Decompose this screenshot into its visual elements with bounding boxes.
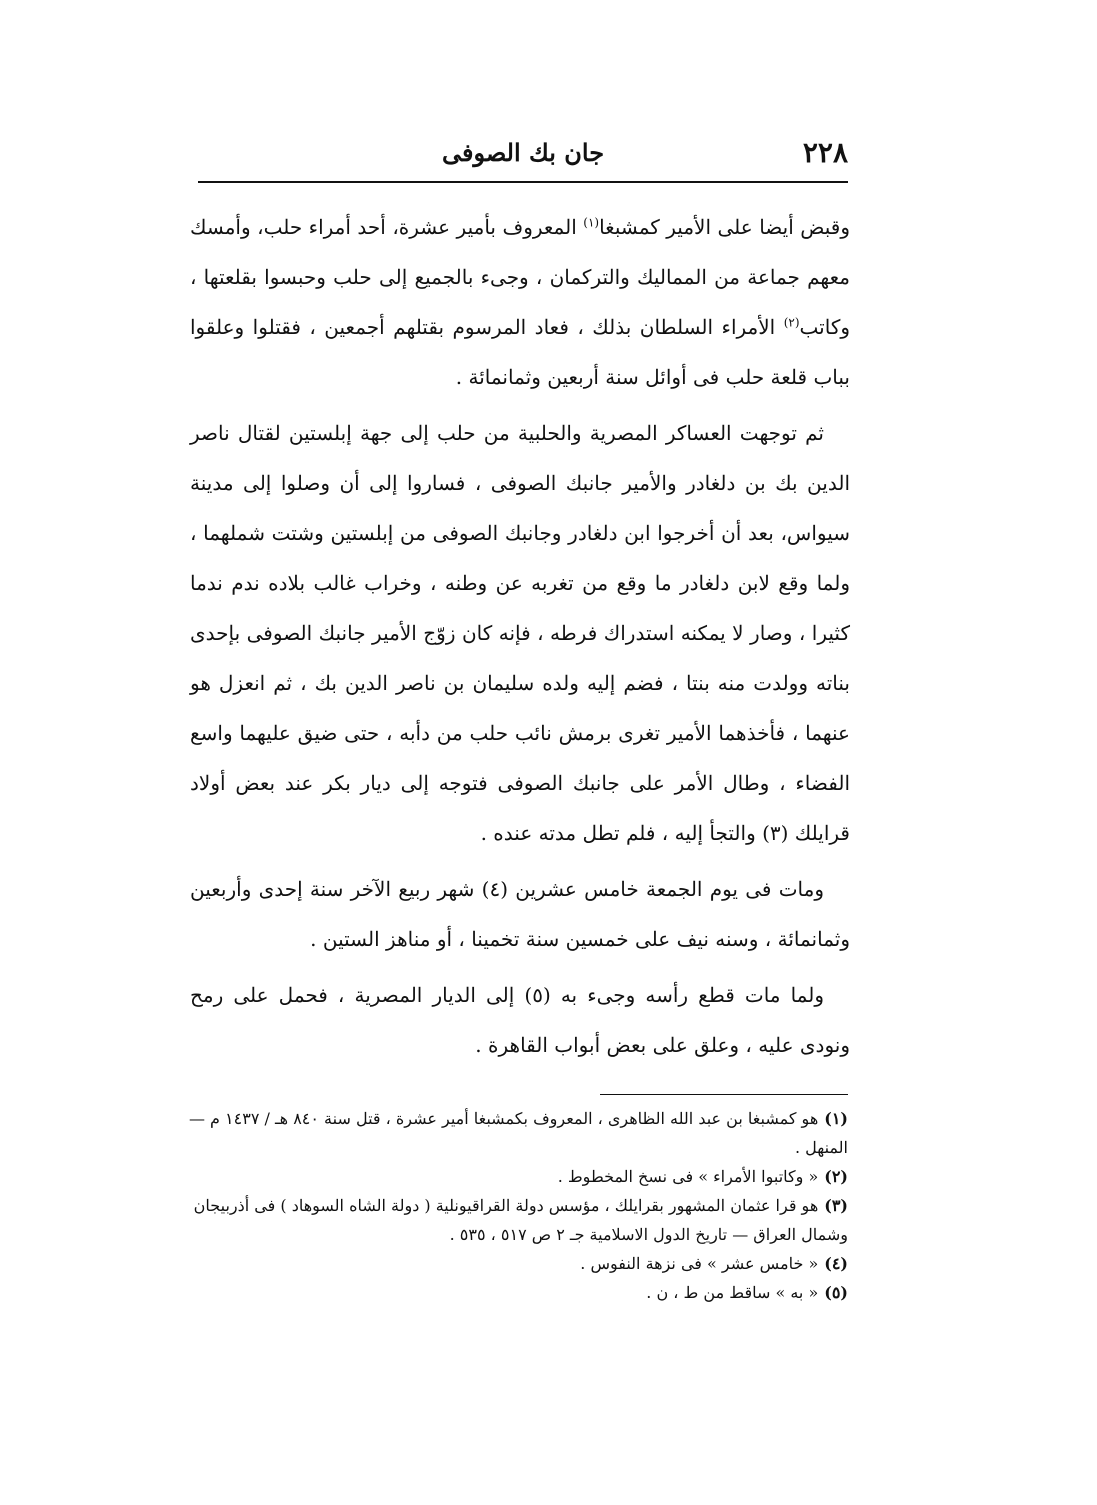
footnotes bbox=[186, 1104, 848, 1307]
footnote-text: هو قرا عثمان المشهور بقرايلك ، مؤسس دولة القراقيونلية ( دولة الشاه السوهاد ) فى أذربيجان وشمال العراق — تاريخ الدول الاسلامية جـ ٢ ص ٥١٧ ، ٥٣٥ . bbox=[193, 1196, 848, 1244]
running-title: جان بك الصوفى bbox=[441, 138, 605, 167]
footnote-text: « وكاتبوا الأمراء » فى نسخ المخطوط . bbox=[557, 1167, 819, 1186]
paragraph-1-segment-3: الأمراء السلطان بذلك ، فعاد المرسوم بقتلهم أجمعين ، فقتلوا وعلقوا بباب قلعة حلب فى أوائل سنة أربعين وثمانمائة . bbox=[190, 315, 850, 389]
footnote-number: (٥) bbox=[824, 1283, 848, 1302]
paragraph-1-segment-1: وقبض أيضا على الأمير كمشبغا bbox=[599, 215, 850, 239]
footnote-1 bbox=[186, 1104, 848, 1162]
page-number: ٢٢٨ bbox=[802, 136, 848, 169]
footnote-number: (١) bbox=[824, 1109, 848, 1128]
paragraph-2: ثم توجهت العساكر المصرية والحلبية من حلب إلى جهة إبلستين لقتال ناصر الدين بك بن دلغادر والأمير جانبك الصوفى ، فساروا إلى أن وصلوا إلى مدينة سيواس، بعد أن أخرجوا ابن دلغادر وجانبك الصوفى من إبلستين وشتت شملهما ، ولما وقع لابن دلغادر ما وقع من تغربه عن وطنه ، وخراب غالب بلاده ندم ندما كثيرا ، وصار لا يمكنه استدراك فرطه ، فإنه كان زوّج الأمير جانبك الصوفى بإحدى بناته وولدت منه بنتا ، فضم إليه ولده سليمان بن ناصر الدين بك ، ثم انعزل هو عنهما ، فأخذهما الأمير تغرى برمش نائب حلب من دأبه ، حتى ضيق عليهما واسع الفضاء ، وطال الأمر على جانبك الصوفى فتوجه إلى ديار بكر عند بعض أولاد قرايلك (٣) والتجأ إليه ، فلم تطل مدته عنده . bbox=[190, 421, 850, 845]
footnote-number: (٣) bbox=[824, 1196, 848, 1215]
paragraph-1 bbox=[190, 202, 850, 402]
page-header bbox=[198, 132, 848, 180]
paragraph-4: ولما مات قطع رأسه وجىء به (٥) إلى الديار المصرية ، فحمل على رمح ونودى عليه ، وعلق على بعض أبواب القاهرة . bbox=[190, 983, 850, 1057]
paragraph-1-segment-2: المعروف بأمير عشرة، أحد أمراء حلب، وأمسك معهم جماعة من المماليك والتركمان ، وجىء بالجميع إلى حلب وحبسوا بقلعتها ، وكاتب bbox=[190, 215, 850, 339]
footnote-5 bbox=[186, 1278, 848, 1307]
footnote-text: هو كمشبغا بن عبد الله الظاهرى ، المعروف بكمشبغا أمير عشرة ، قتل سنة ٨٤٠ هـ / ١٤٣٧ م — المنهل . bbox=[188, 1109, 848, 1157]
footnote-rule bbox=[600, 1094, 848, 1095]
header-rule bbox=[198, 181, 848, 183]
footnote-text: « خامس عشر » فى نزهة النفوس . bbox=[580, 1254, 819, 1273]
main-text bbox=[190, 202, 850, 1070]
footnote-ref-2: (٢) bbox=[783, 315, 800, 330]
footnote-number: (٤) bbox=[824, 1254, 848, 1273]
footnote-number: (٢) bbox=[824, 1167, 848, 1186]
footnote-text: « به » ساقط من ط ، ن . bbox=[646, 1283, 819, 1302]
footnote-4 bbox=[186, 1249, 848, 1278]
footnote-ref-1: (١) bbox=[583, 215, 600, 230]
footnote-2 bbox=[186, 1162, 848, 1191]
footnote-3 bbox=[186, 1191, 848, 1249]
paragraph-3: ومات فى يوم الجمعة خامس عشرين (٤) شهر ربيع الآخر سنة إحدى وأربعين وثمانمائة ، وسنه نيف على خمسين سنة تخمينا ، أو مناهز الستين . bbox=[190, 877, 850, 951]
